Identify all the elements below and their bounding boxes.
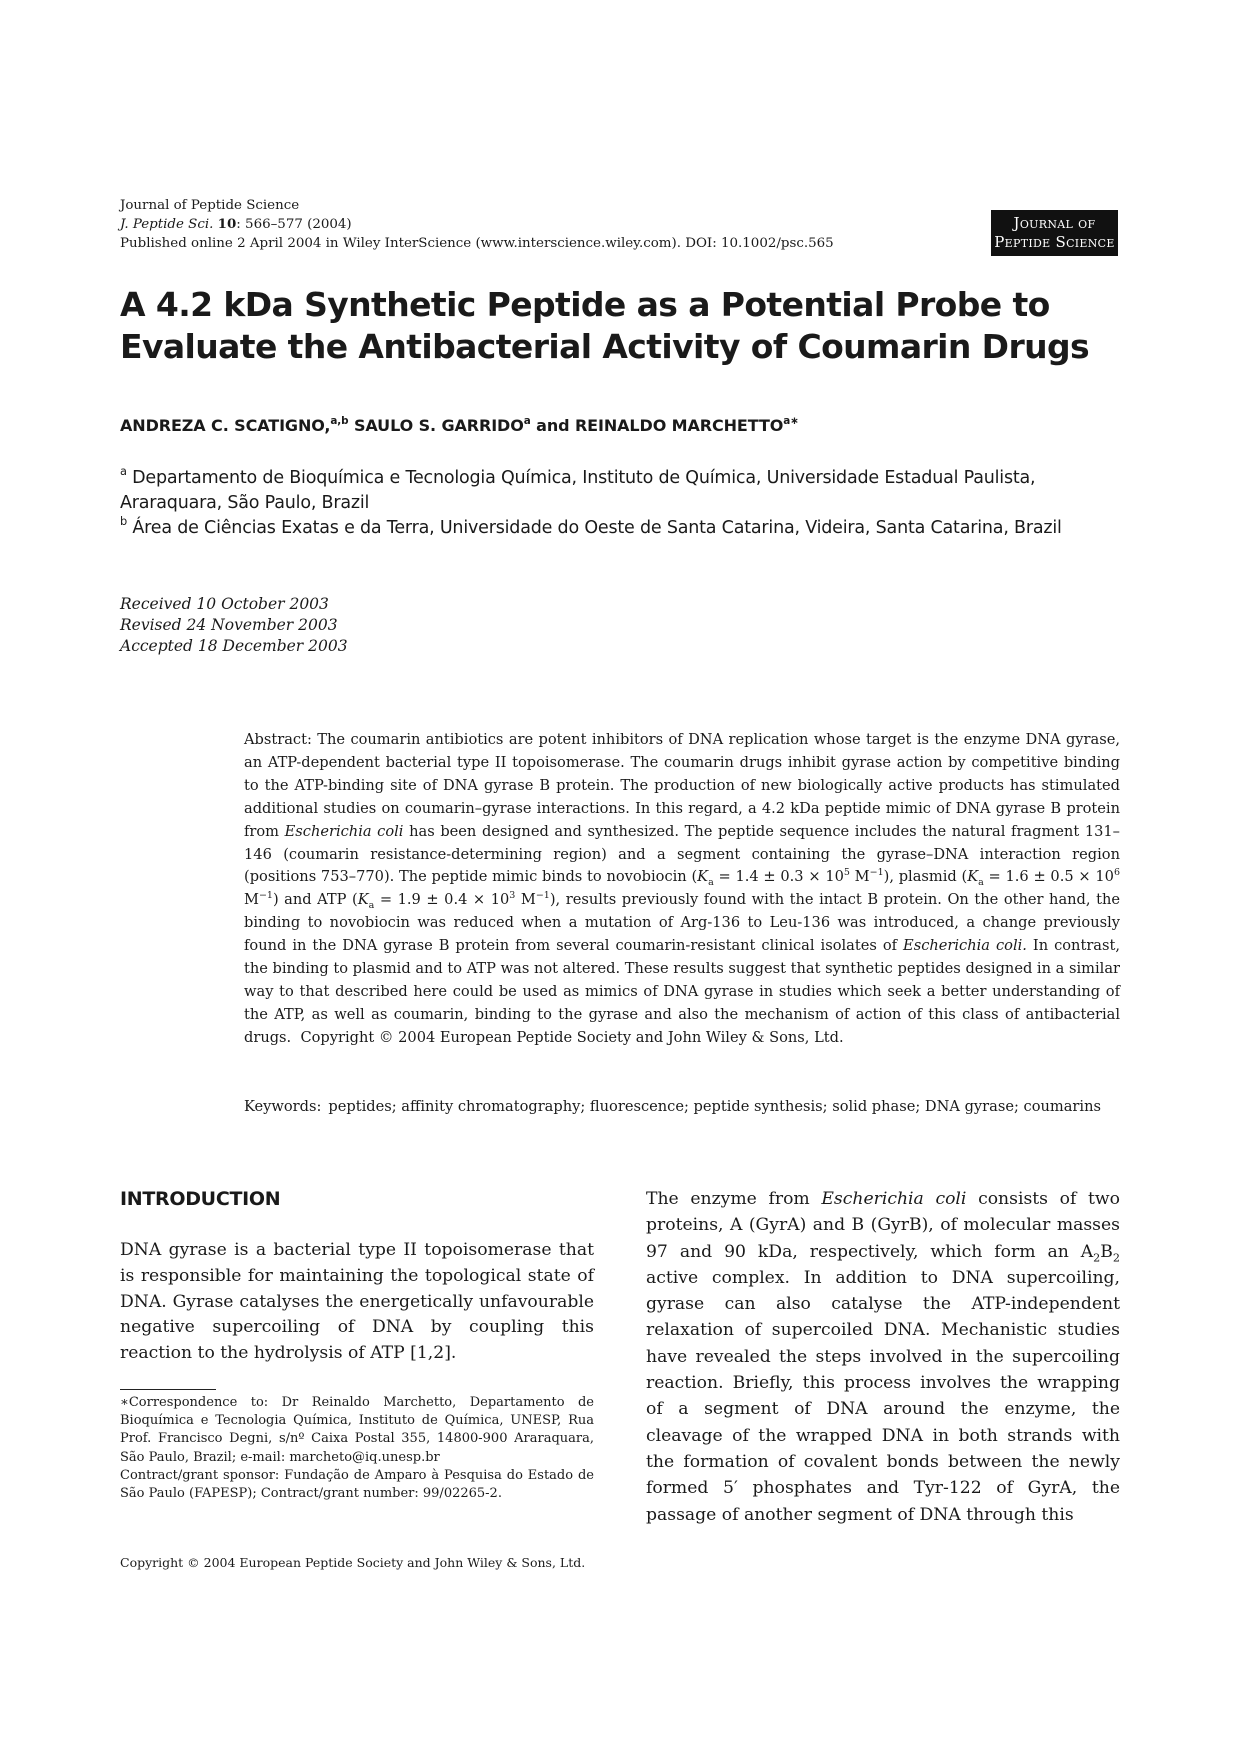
author-name: SAULO S. GARRIDO: [348, 416, 524, 435]
organism-name: Escherichia coli.: [903, 937, 1027, 955]
grant-footnote: Contract/grant sponsor: Fundação de Amparo à Pesquisa do Estado de São Paulo (FAPESP); Contract/grant number: 99/02265-2.: [120, 1467, 594, 1502]
text-segment: B: [1100, 1241, 1113, 1262]
correspondence-footnote: ∗Correspondence to: Dr Reinaldo Marchetto, Departamento de Bioquímica e Tecnologia Química, Instituto de Química, UNESP, Rua Prof. Francisco Degni, s/nº Caixa Postal 355, 14800-900 Araraquara, São Paulo, Brazil; e-mail: marcheto@iq.unesp.br: [120, 1395, 594, 1465]
author-name: ANDREZA C. SCATIGNO,: [120, 416, 331, 435]
ka-exponent: 3: [509, 889, 516, 901]
intro-right-column: [646, 1186, 1120, 1528]
page-copyright: Copyright © 2004 European Peptide Society and John Wiley & Sons, Ltd.: [120, 1555, 586, 1570]
ka-exponent: 6: [1113, 866, 1120, 878]
ka-unit: M: [515, 891, 536, 909]
intro-paragraph: [646, 1186, 1120, 1528]
footnote-rule: [120, 1389, 216, 1390]
affiliation-mark: b: [120, 514, 128, 529]
ka-value: = 1.9 ± 0.4 × 10: [374, 891, 510, 909]
organism-name: Escherichia coli: [284, 822, 404, 840]
abstract-segment: Abstract: The coumarin antibiotics are potent inhibitors of DNA replication whose target is the enzyme DNA gyrase, an ATP-dependent bacterial type II topoisomerase. The coumarin drugs inhibit gyrase action by competitive binding to the ATP-binding site of DNA gyrase B protein. The production of new biologically active products has stimulated additional studies on coumarin–gyrase interactions. In this regard, a 4.2 kDa peptide mimic of DNA gyrase B protein from: [244, 731, 1120, 840]
abstract-copyright: Copyright © 2004 European Peptide Society and John Wiley & Sons, Ltd.: [300, 1028, 844, 1046]
affiliation-text: Departamento de Bioquímica e Tecnologia Química, Instituto de Química, Universidade Estadual Paulista, Araraquara, São Paulo, Brazil: [120, 468, 1036, 513]
author-name: and REINALDO MARCHETTO: [530, 416, 784, 435]
keywords: [244, 1096, 1120, 1119]
article-title: A 4.2 kDa Synthetic Peptide as a Potential Probe to Evaluate the Antibacterial Activity of Coumarin Drugs: [120, 285, 1090, 366]
abstract: [244, 729, 1120, 1050]
keywords-label: Keywords:: [244, 1098, 322, 1115]
ka-symbol: K: [967, 868, 979, 886]
ka-exponent: 5: [843, 866, 850, 878]
text-segment: consists of two proteins, A (GyrA) and B (GyrB), of molecular masses 97 and 90 kDa, respectively, which form an A: [646, 1189, 1120, 1262]
intro-paragraph: DNA gyrase is a bacterial type II topoisomerase that is responsible for maintaining the topological state of DNA. Gyrase catalyses the energetically unfavourable negative supercoiling of DNA by coupling this reaction to the hydrolysis of ATP [1,2].: [120, 1240, 594, 1364]
revised-date: Revised 24 November 2003: [120, 616, 338, 634]
ka-subscript: a: [708, 877, 714, 889]
author-affiliation-mark: a,b: [330, 414, 349, 427]
abstract-segment: In contrast, the binding to plasmid and to ATP was not altered. These results suggest that synthetic peptides designed in a similar way to that described here could be used as mimics of DNA gyrase in studies which seek a better understanding of the ATP, as well as coumarin, binding to the gyrase and also the mechanism of action of this class of antibacterial drugs.: [244, 937, 1120, 1046]
abstract-segment: ) and ATP (: [272, 891, 358, 909]
logo-line-2: Peptide Science: [994, 233, 1115, 251]
citation-journal: J. Peptide Sci.: [120, 217, 214, 232]
section-heading-introduction: INTRODUCTION: [120, 1188, 281, 1210]
ka-symbol: K: [697, 868, 709, 886]
logo-line-1: Journal of: [1013, 214, 1096, 232]
journal-name: Journal of Peptide Science: [120, 198, 300, 213]
affiliation-item: [120, 466, 1130, 516]
journal-header: [120, 196, 880, 253]
subscript: 2: [1112, 1251, 1120, 1265]
ka-unit-exponent: −1: [258, 889, 273, 901]
received-date: Received 10 October 2003: [120, 595, 329, 613]
text-segment: active complex. In addition to DNA supercoiling, gyrase can also catalyse the ATP-independent relaxation of supercoiled DNA. Mechanistic studies have revealed the steps involved in the supercoiling reaction. Briefly, this process involves the wrapping of a segment of DNA around the enzyme, the cleavage of the wrapped DNA in both strands with the formation of covalent bonds between the newly formed 5′ phosphates and Tyr-122 of GyrA, the passage of another segment of DNA through this: [646, 1267, 1120, 1525]
author-list: [120, 416, 1120, 435]
publication-info: Published online 2 April 2004 in Wiley InterScience (www.interscience.wiley.com). DOI: 10.1002/psc.565: [120, 236, 834, 251]
ka-unit: M: [849, 868, 870, 886]
ka-subscript: a: [978, 877, 984, 889]
journal-logo: [991, 210, 1118, 256]
affiliation-text: Área de Ciências Exatas e da Terra, Universidade do Oeste de Santa Catarina, Videira, Santa Catarina, Brazil: [127, 518, 1062, 538]
article-dates: [120, 594, 348, 657]
author-affiliation-mark: a: [523, 414, 531, 427]
footnotes: [120, 1394, 594, 1503]
author-affiliation-mark: a∗: [783, 414, 799, 427]
subscript: 2: [1093, 1251, 1101, 1265]
citation-volume: 10: [217, 216, 237, 232]
abstract-segment: ), plasmid (: [883, 868, 968, 886]
text-segment: The enzyme from: [646, 1189, 822, 1209]
intro-left-column: [120, 1238, 594, 1367]
abstract-text: [244, 729, 1120, 1050]
organism-name: Escherichia coli: [821, 1189, 967, 1209]
affiliation-mark: a: [120, 464, 127, 479]
ka-unit-exponent: −1: [535, 889, 550, 901]
ka-value: = 1.4 ± 0.3 × 10: [713, 868, 844, 886]
ka-subscript: a: [368, 900, 375, 912]
ka-value: = 1.6 ± 0.5 × 10: [983, 868, 1114, 886]
affiliations: [120, 466, 1130, 541]
affiliation-item: [120, 516, 1130, 541]
abstract-segment: ), results previously found with the intact B protein. On the other hand, the binding to novobiocin was reduced when a mutation of Arg-136 to Leu-136 was introduced, a change previously found in the DNA gyrase B protein from several coumarin-resistant clinical isolates of: [244, 891, 1120, 955]
accepted-date: Accepted 18 December 2003: [120, 637, 348, 655]
journal-citation: [120, 215, 880, 234]
keywords-list: peptides; affinity chromatography; fluorescence; peptide synthesis; solid phase; DNA gyrase; coumarins: [328, 1098, 1101, 1115]
ka-unit-exponent: −1: [869, 866, 884, 878]
abstract-segment: has been designed and synthesized. The peptide sequence includes the natural fragment 131–146 (coumarin resistance-determining region) and a segment containing the gyrase–DNA interaction region (positions 753–770). The peptide mimic binds to novobiocin (: [244, 822, 1120, 886]
ka-symbol: K: [357, 891, 369, 909]
ka-unit: M: [244, 891, 259, 909]
citation-pages-year: : 566–577 (2004): [236, 217, 352, 232]
